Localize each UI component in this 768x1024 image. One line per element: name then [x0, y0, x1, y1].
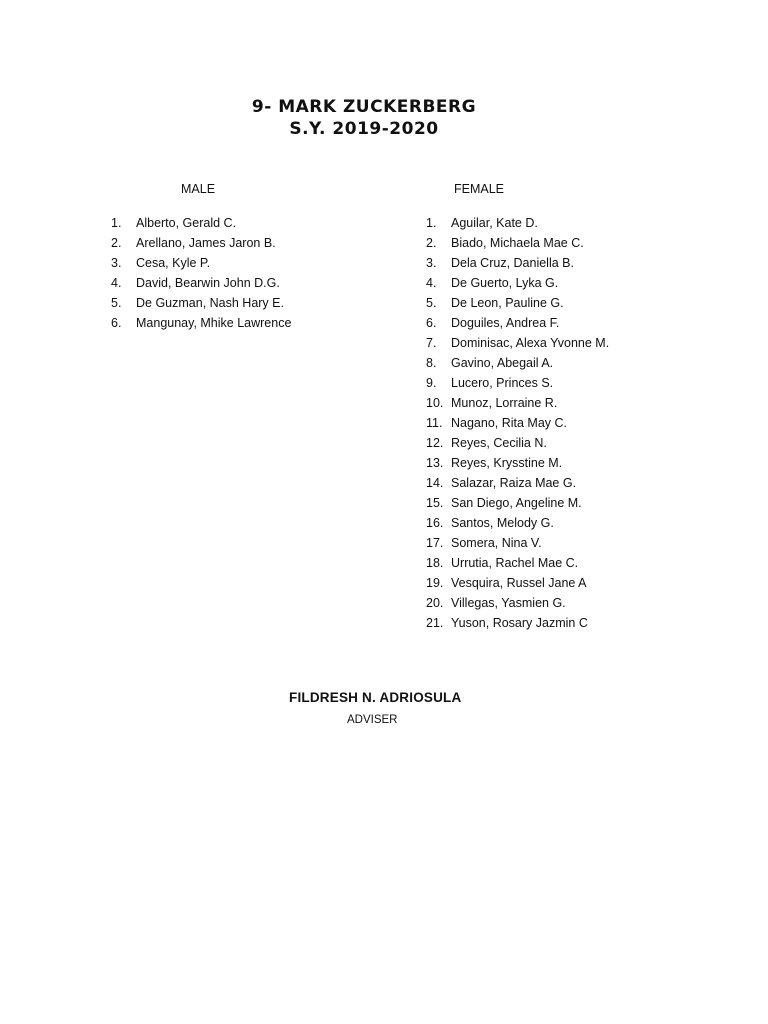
- student-name: Aguilar, Kate D.: [451, 216, 538, 230]
- adviser-role: ADVISER: [347, 714, 398, 726]
- student-name: Reyes, Cecilia N.: [451, 436, 547, 450]
- student-name: Santos, Melody G.: [451, 516, 554, 530]
- male-heading: MALE: [181, 182, 216, 196]
- section-title: 9- MARK ZUCKERBERG: [251, 97, 477, 117]
- student-row: [426, 473, 609, 493]
- student-row: [426, 513, 609, 533]
- student-number: 10.: [426, 396, 444, 410]
- student-row: [426, 293, 609, 313]
- student-name: Salazar, Raiza Mae G.: [451, 476, 577, 490]
- student-name: Nagano, Rita May C.: [451, 416, 568, 430]
- student-number: 9.: [426, 376, 437, 390]
- student-name: Gavino, Abegail A.: [451, 356, 554, 370]
- student-name: San Diego, Angeline M.: [451, 496, 582, 510]
- student-number: 2.: [111, 236, 122, 250]
- student-name: David, Bearwin John D.G.: [136, 276, 280, 290]
- student-number: 18.: [426, 556, 444, 570]
- student-number: 4.: [426, 276, 437, 290]
- student-number: 2.: [426, 236, 437, 250]
- student-name: Alberto, Gerald C.: [136, 216, 237, 230]
- student-number: 6.: [111, 316, 122, 330]
- student-name: Yuson, Rosary Jazmin C: [451, 616, 588, 630]
- student-name: Biado, Michaela Mae C.: [451, 236, 584, 250]
- student-row: [111, 213, 291, 233]
- student-row: [111, 273, 291, 293]
- student-number: 17.: [426, 536, 444, 550]
- student-row: [426, 453, 609, 473]
- student-row: [426, 353, 609, 373]
- student-row: [426, 333, 609, 353]
- student-row: [111, 293, 291, 313]
- student-name: De Leon, Pauline G.: [451, 296, 564, 310]
- student-name: Lucero, Princes S.: [451, 376, 554, 390]
- student-number: 5.: [426, 296, 437, 310]
- student-row: [111, 313, 291, 333]
- student-name: Dominisac, Alexa Yvonne M.: [451, 336, 610, 350]
- student-name: Arellano, James Jaron B.: [136, 236, 276, 250]
- student-row: [426, 373, 609, 393]
- student-name: Somera, Nina V.: [451, 536, 542, 550]
- student-row: [111, 253, 291, 273]
- school-year: S.Y. 2019-2020: [289, 119, 439, 139]
- student-name: Mangunay, Mhike Lawrence: [136, 316, 292, 330]
- student-number: 4.: [111, 276, 122, 290]
- student-name: Reyes, Krysstine M.: [451, 456, 563, 470]
- student-name: Cesa, Kyle P.: [136, 256, 211, 270]
- student-row: [426, 273, 609, 293]
- student-name: Munoz, Lorraine R.: [451, 396, 558, 410]
- student-row: [426, 613, 609, 633]
- student-row: [426, 533, 609, 553]
- student-name: Villegas, Yasmien G.: [451, 596, 566, 610]
- student-number: 3.: [426, 256, 437, 270]
- student-number: 21.: [426, 616, 444, 630]
- student-row: [426, 493, 609, 513]
- student-row: [426, 553, 609, 573]
- student-number: 7.: [426, 336, 437, 350]
- student-name: De Guerto, Lyka G.: [451, 276, 559, 290]
- student-row: [426, 433, 609, 453]
- student-row: [426, 253, 609, 273]
- student-name: Doguiles, Andrea F.: [451, 316, 560, 330]
- student-number: 19.: [426, 576, 444, 590]
- student-row: [426, 393, 609, 413]
- student-number: 1.: [111, 216, 122, 230]
- student-number: 6.: [426, 316, 437, 330]
- student-number: 11.: [426, 416, 443, 430]
- student-number: 12.: [426, 436, 444, 450]
- student-number: 20.: [426, 596, 444, 610]
- male-student-list: [111, 213, 291, 333]
- student-number: 15.: [426, 496, 444, 510]
- student-number: 8.: [426, 356, 437, 370]
- female-heading: FEMALE: [454, 182, 505, 196]
- student-number: 3.: [111, 256, 122, 270]
- student-number: 13.: [426, 456, 444, 470]
- student-row: [426, 573, 609, 593]
- student-row: [426, 233, 609, 253]
- student-row: [426, 213, 609, 233]
- student-name: Urrutia, Rachel Mae C.: [451, 556, 579, 570]
- female-student-list: [426, 213, 609, 633]
- student-name: Vesquira, Russel Jane A: [451, 576, 587, 590]
- student-number: 16.: [426, 516, 444, 530]
- adviser-name: FILDRESH N. ADRIOSULA: [289, 690, 462, 705]
- document-title: [0, 96, 728, 140]
- student-number: 14.: [426, 476, 444, 490]
- student-row: [426, 313, 609, 333]
- student-row: [426, 413, 609, 433]
- student-number: 1.: [426, 216, 437, 230]
- student-name: De Guzman, Nash Hary E.: [136, 296, 284, 310]
- student-row: [111, 233, 291, 253]
- student-name: Dela Cruz, Daniella B.: [451, 256, 574, 270]
- student-number: 5.: [111, 296, 122, 310]
- student-row: [426, 593, 609, 613]
